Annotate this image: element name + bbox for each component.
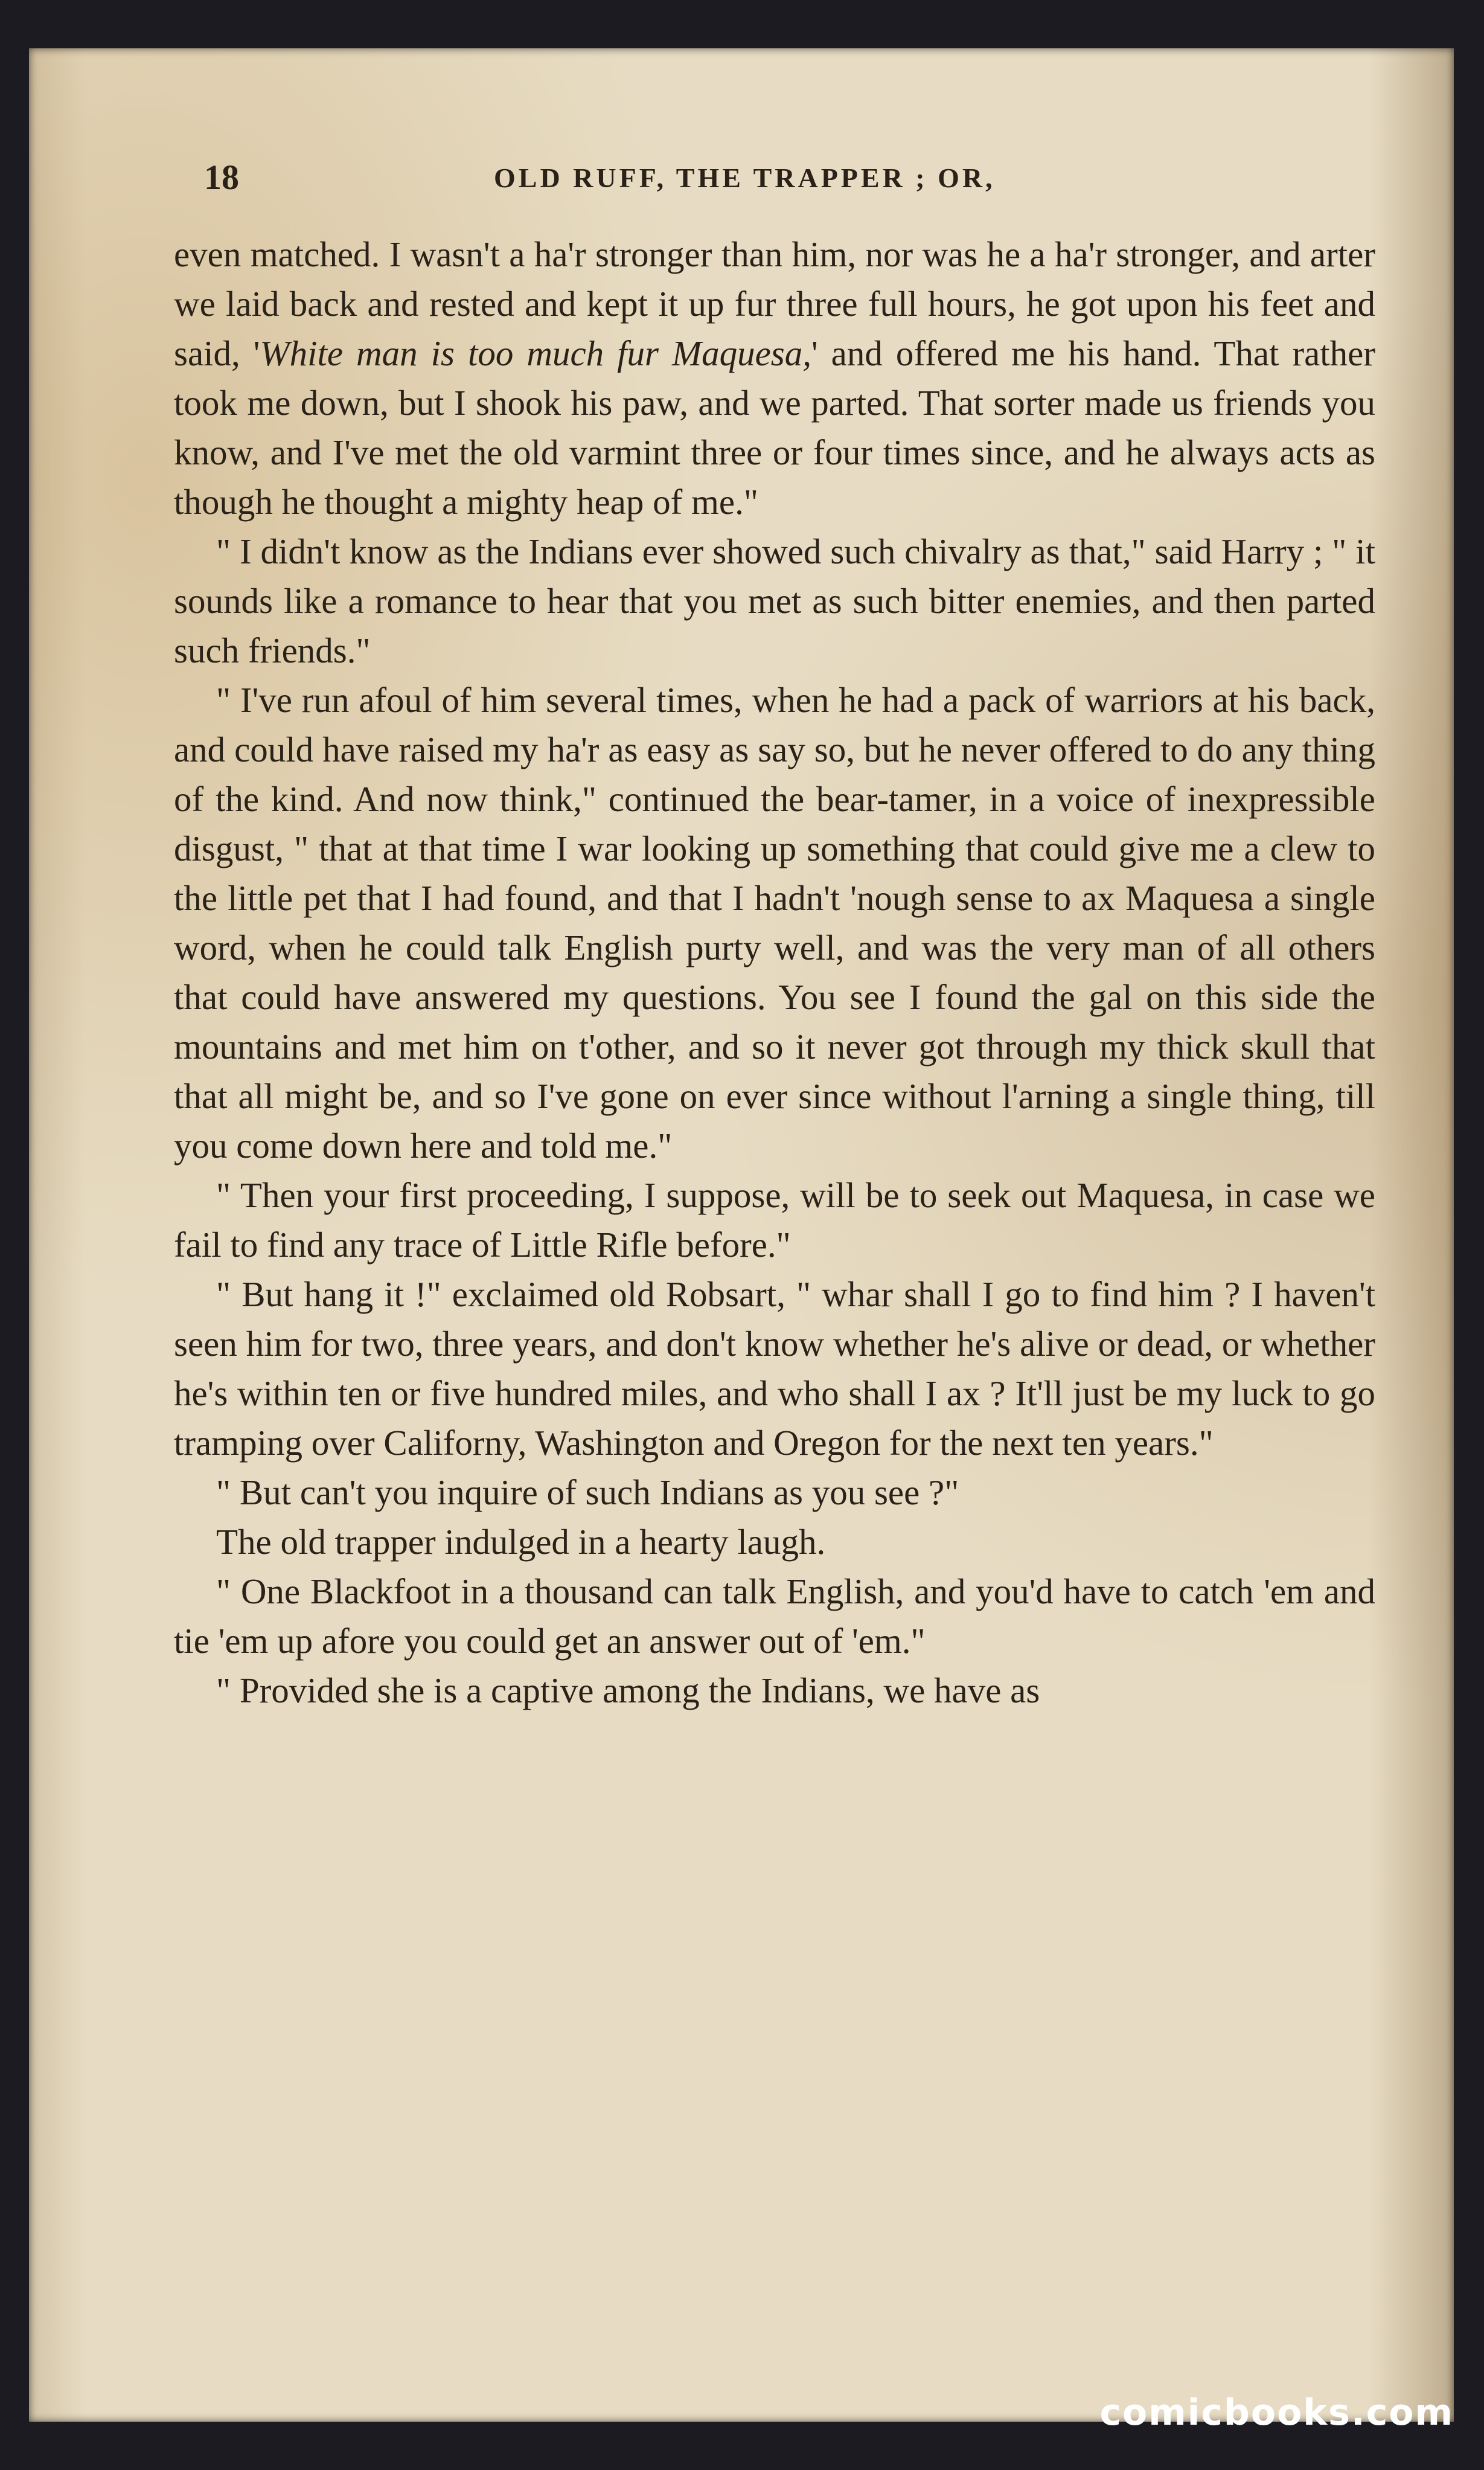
paragraph: " I've run afoul of him several times, when he had a pack of warriors at his back, and could have raised my ha'r as easy as say so, but he never offered to do any thing of the kind. And now think," continued the bear-tamer, in a voice of inexpressible disgust, " that at that time I war looking up something that could give me a clew to the little pet that I had found, and that I hadn't 'nough sense to ax Maquesa a single word, when he could talk English purty well, and was the very man of all others that could have answered my questions. You see I found the gal on this side the mountains and met him on t'other, and so it never got through my thick skull that that all might be, and so I've gone on ever since without l'arning a single thing, till you come down here and told me." [174,680,1375,1166]
paragraph: " But hang it !" exclaimed old Robsart, " whar shall I go to find him ? I haven't seen him for two, three years, and don't know whether he's alive or dead, or whether he's within ten or five hundred miles, and who shall I ax ? It'll just be my luck to go tramping over Californy, Washington and Oregon for the next ten years." [174,1274,1375,1463]
site-watermark: comicbooks.com [1099,2391,1454,2434]
paragraph: " I didn't know as the Indians ever showed such chivalry as that," said Harry ; " it sounds like a romance to hear that you met as such bitter enemies, and then parted such friends." [174,531,1375,670]
paragraph: " Provided she is a captive among the Indians, we have as [216,1670,1040,1710]
paragraph: even matched. I wasn't a ha'r stronger than him, nor was he a ha'r stronger, and arter we laid back and rested and kept it up fur three full hours, he got upon his feet and said, 'White man is too much fur Maquesa,' and offered me his hand. That rather took me down, but I shook his paw, and we parted. That sorter made us friends you know, and I've met the old varmint three or four times since, and he always acts as though he thought a mighty heap of me." [174,234,1376,522]
paragraph: The old trapper indulged in a hearty laugh. [216,1522,826,1562]
page-header [174,157,1333,205]
book-page [29,48,1454,2422]
paragraph: " Then your first proceeding, I suppose, will be to seek out Maquesa, in case we fail to find any trace of Little Rifle before." [174,1175,1375,1265]
paragraph: " One Blackfoot in a thousand can talk English, and you'd have to catch 'em and tie 'em up afore you could get an answer out of 'em." [174,1571,1375,1661]
paragraph: " But can't you inquire of such Indians as you see ?" [216,1472,959,1512]
body-text [174,229,1375,1715]
running-title: OLD RUFF, THE TRAPPER ; OR, [494,162,996,193]
italic-quote: White man is too much fur Maquesa, [260,333,812,373]
page-number: 18 [204,158,239,197]
